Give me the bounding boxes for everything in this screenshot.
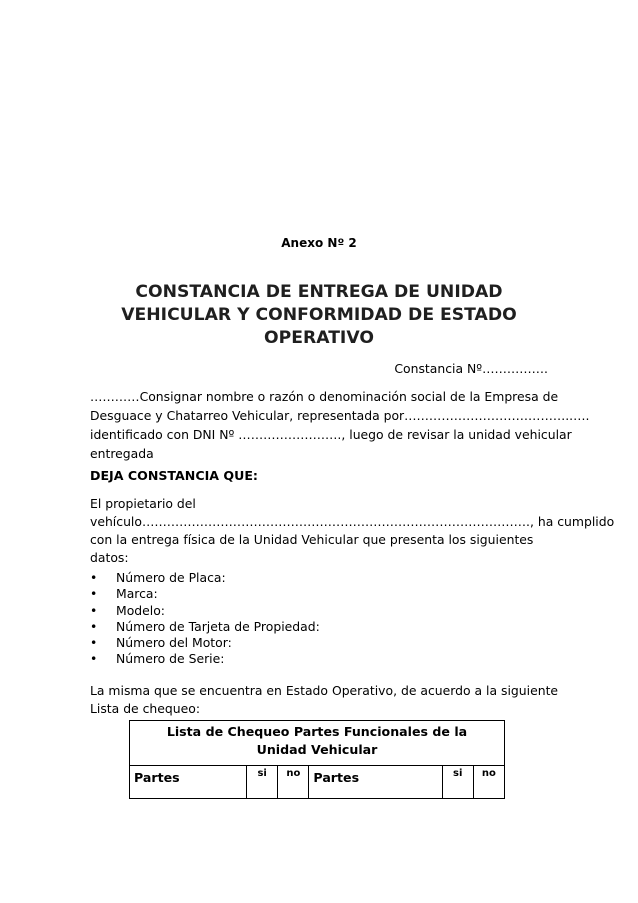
list-item-label: Marca: [116, 586, 158, 602]
list-item [90, 635, 320, 651]
column-header-partes: Partes [309, 766, 442, 799]
table-title-line: Lista de Chequeo Partes Funcionales de la [166, 724, 468, 739]
intro-line: …………Consignar nombre o razón o denominación social de la Empresa de [90, 389, 559, 404]
bullet-icon: • [90, 586, 98, 602]
document-title-line-1: CONSTANCIA DE ENTREGA DE UNIDAD [135, 282, 503, 302]
list-item-label: Número de Tarjeta de Propiedad: [116, 618, 320, 634]
list-item [90, 651, 320, 667]
document-title-line-2: VEHICULAR Y CONFORMIDAD DE ESTADO [121, 305, 517, 325]
owner-line: El propietario del [90, 496, 196, 511]
table-header-row [130, 721, 505, 766]
bullet-icon: • [90, 651, 98, 667]
constancia-number: Constancia Nº……………. [394, 361, 548, 376]
list-item [90, 570, 320, 586]
section-heading: DEJA CONSTANCIA QUE: [90, 468, 258, 483]
column-header-si: si [247, 766, 278, 799]
owner-line: vehículo…………………………………………………………………………………., ha cumplido [90, 514, 615, 529]
column-header-no: no [278, 766, 309, 799]
table-title-cell [130, 721, 505, 766]
table-columns-row [130, 766, 505, 799]
document-title-line-3: OPERATIVO [264, 328, 374, 348]
list-item-label: Número de Placa: [116, 570, 226, 585]
bullet-icon: • [90, 635, 98, 651]
list-item-label: Número del Motor: [116, 635, 232, 651]
bullet-icon: • [90, 570, 98, 585]
annex-number: Anexo Nº 2 [281, 236, 357, 250]
list-item [90, 586, 320, 602]
intro-line: entregada [90, 446, 154, 461]
closing-line: Lista de chequeo: [90, 701, 201, 716]
owner-line: con la entrega física de la Unidad Vehicular que presenta los siguientes [90, 532, 534, 547]
list-item-label: Número de Serie: [116, 651, 225, 667]
vehicle-data-list [90, 570, 320, 668]
intro-line: Desguace y Chatarreo Vehicular, representada por…………………………………..…. [90, 408, 590, 423]
list-item [90, 619, 320, 635]
list-item [90, 603, 320, 619]
owner-line: datos: [90, 550, 129, 565]
intro-line: identificado con DNI Nº ……………………., luego de revisar la unidad vehicular [90, 427, 572, 442]
list-item-label: Modelo: [116, 602, 165, 618]
table-title-line: Unidad Vehicular [256, 742, 378, 757]
checklist-table [129, 720, 505, 799]
column-header-no: no [473, 766, 504, 799]
column-header-si: si [442, 766, 473, 799]
closing-line: La misma que se encuentra en Estado Operativo, de acuerdo a la siguiente [90, 683, 559, 698]
bullet-icon: • [90, 618, 98, 634]
column-header-partes: Partes [130, 766, 247, 799]
bullet-icon: • [90, 602, 98, 618]
